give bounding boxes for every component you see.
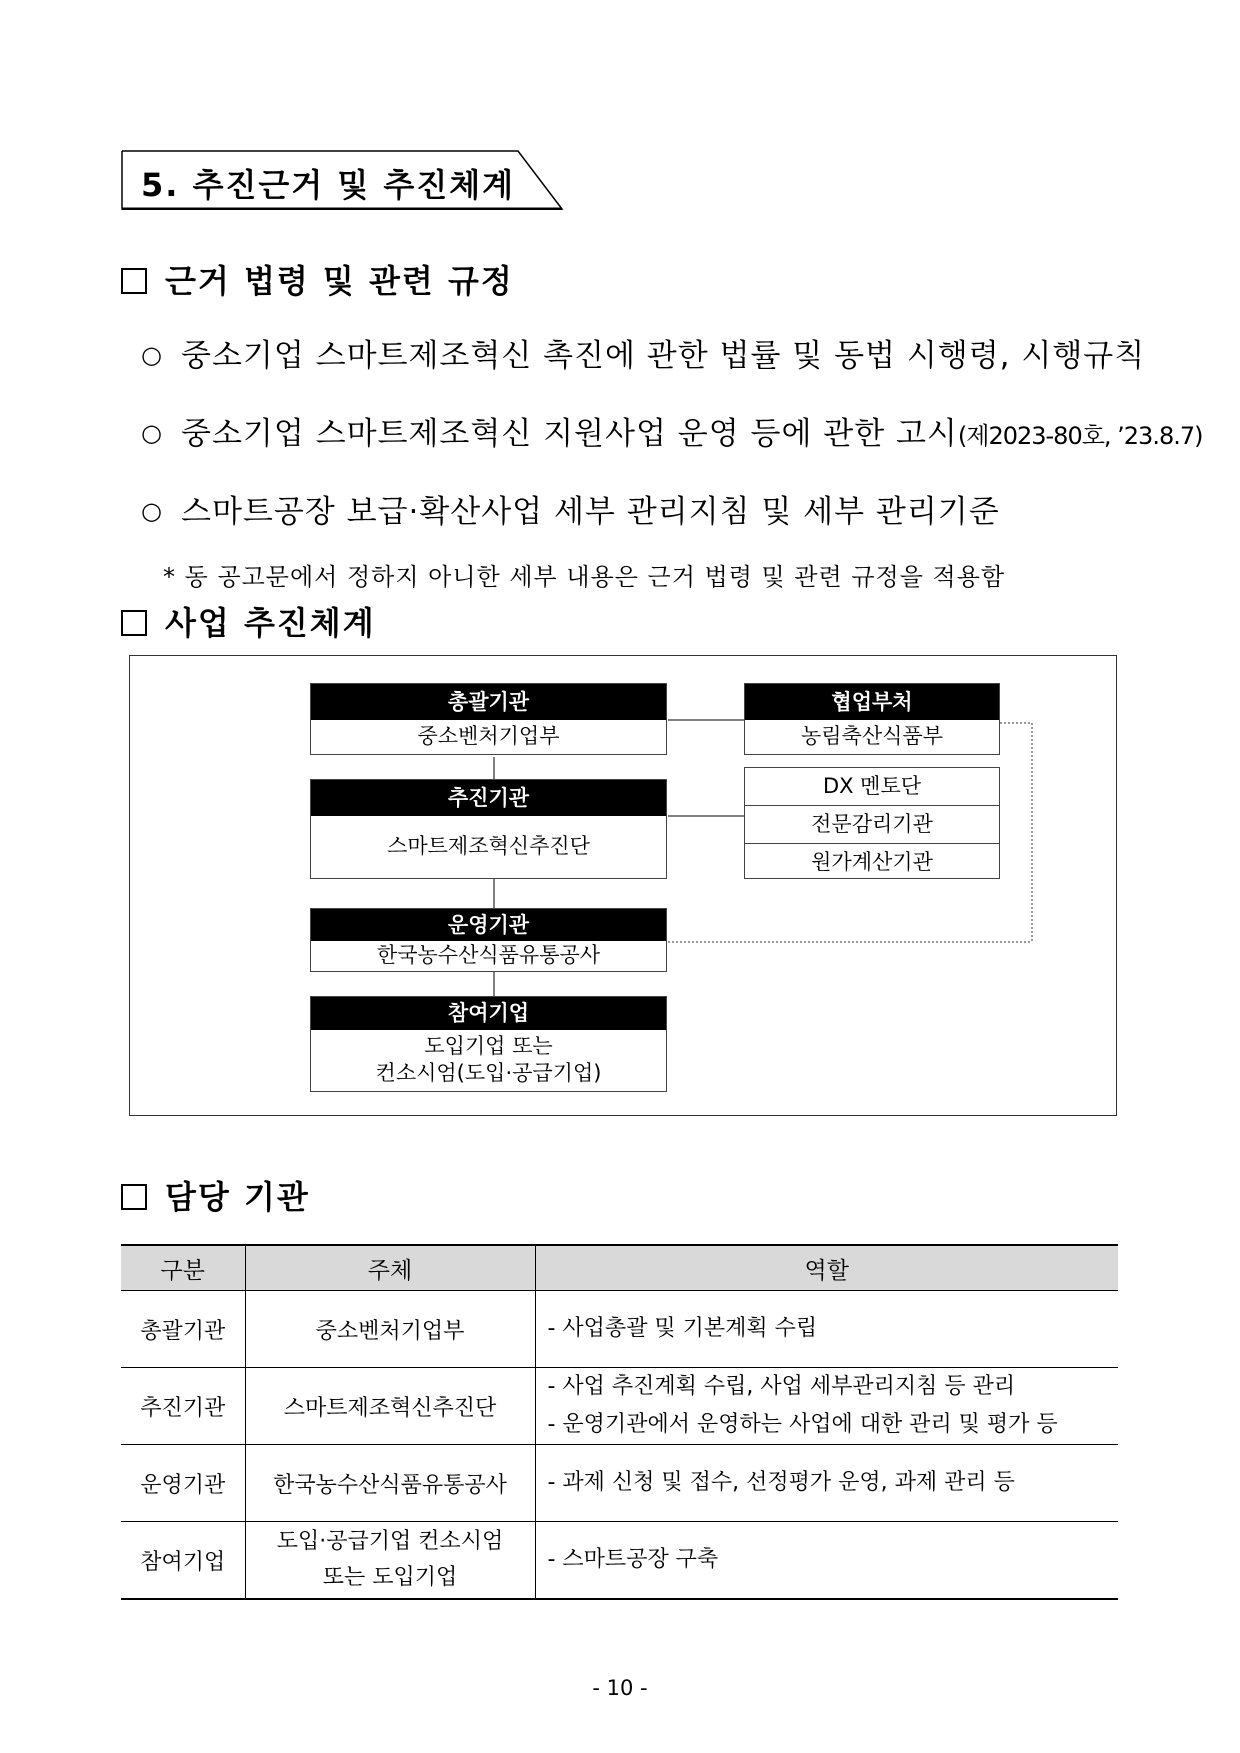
- org-box-title: 참여기업: [311, 997, 666, 1030]
- support-item: 원가계산기관: [811, 850, 933, 874]
- column-header: 주체: [245, 1245, 535, 1291]
- support-item: DX 멘토단: [745, 768, 999, 806]
- table-header-row: [121, 1245, 1118, 1291]
- column-header: 구분: [121, 1245, 245, 1291]
- cell-type: 총괄기관: [121, 1291, 245, 1368]
- cell-role: - 스마트공장 구축: [547, 1547, 719, 1572]
- circle-bullet-icon: ○: [141, 497, 163, 525]
- legal-item: [141, 408, 1203, 453]
- table-row: [121, 1522, 1118, 1600]
- legal-item: [141, 330, 1145, 375]
- org-box-title: 추진기관: [311, 780, 666, 816]
- org-box-cooperate: [744, 683, 1000, 755]
- org-box-general: [310, 683, 667, 755]
- square-bullet-icon: [121, 268, 147, 294]
- circle-bullet-icon: ○: [141, 341, 163, 369]
- system-heading: [121, 598, 376, 644]
- cell-entity: 스마트제조혁신추진단: [245, 1368, 535, 1445]
- org-box-name: 한국농수산식품유통공사: [376, 942, 601, 967]
- agencies-heading: [121, 1172, 310, 1218]
- org-box-title: 협업부처: [745, 684, 999, 720]
- circle-bullet-icon: ○: [141, 419, 163, 447]
- org-box-name: 농림축산식품부: [800, 724, 943, 749]
- cell-entity: 도입·공급기업 컨소시엄: [276, 1529, 504, 1554]
- org-box-name: 도입기업 또는: [424, 1033, 553, 1058]
- agencies-table: [121, 1244, 1118, 1600]
- column-header: 역할: [535, 1245, 1118, 1291]
- legal-item-text: 스마트공장 보급·확산사업 세부 관리지침 및 세부 관리기준: [181, 494, 1000, 530]
- org-box-title: 운영기관: [311, 909, 666, 941]
- cell-type: 운영기관: [121, 1445, 245, 1522]
- cell-type: 추진기관: [121, 1368, 245, 1445]
- legal-item-text: 중소기업 스마트제조혁신 지원사업 운영 등에 관한 고시: [181, 416, 958, 452]
- legal-heading-text: 근거 법령 및 관련 규정: [165, 262, 514, 300]
- agencies-heading-text: 담당 기관: [165, 1178, 310, 1216]
- cell-role: - 사업총괄 및 기본계획 수립: [547, 1316, 818, 1341]
- org-box-support: [744, 767, 1000, 879]
- table-row: [121, 1445, 1118, 1522]
- org-box-name: 컨소시엄(도입·공급기업): [375, 1061, 602, 1085]
- legal-item-text: 중소기업 스마트제조혁신 촉진에 관한 법률 및 동법 시행령, 시행규칙: [181, 338, 1146, 374]
- page-number: - 10 -: [592, 1676, 648, 1700]
- cell-role: - 사업 추진계획 수립, 사업 세부관리지침 등 관리: [547, 1374, 1016, 1399]
- org-box-participant: [310, 996, 667, 1092]
- section-heading: [121, 150, 564, 210]
- legal-note: * 동 공고문에서 정하지 아니한 세부 내용은 근거 법령 및 관련 규정을 적용함: [163, 563, 1006, 591]
- cell-entity: 또는 도입기업: [322, 1565, 458, 1590]
- legal-heading: [121, 256, 514, 302]
- cell-role: - 과제 신청 및 접수, 선정평가 운영, 과제 관리 등: [547, 1470, 1015, 1495]
- cell-entity: 중소벤처기업부: [245, 1291, 535, 1368]
- cell-entity: 한국농수산식품유통공사: [245, 1445, 535, 1522]
- org-box-title: 총괄기관: [311, 684, 666, 720]
- section-title: 추진근거 및 추진체계: [192, 166, 516, 204]
- table-row: [121, 1368, 1118, 1445]
- legal-item-suffix: (제2023-80호, ’23.8.7): [957, 422, 1203, 450]
- square-bullet-icon: [121, 1184, 147, 1210]
- support-item: 전문감리기관: [745, 806, 999, 844]
- org-box-operate: [310, 908, 667, 972]
- section-number: 5.: [141, 166, 180, 204]
- org-box-promote: [310, 779, 667, 879]
- square-bullet-icon: [121, 610, 147, 636]
- table-row: [121, 1291, 1118, 1368]
- org-box-name: 중소벤처기업부: [417, 724, 560, 749]
- org-box-name: 스마트제조혁신추진단: [387, 834, 590, 859]
- system-heading-text: 사업 추진체계: [165, 604, 376, 642]
- org-chart: [129, 655, 1117, 1116]
- cell-role: - 운영기관에서 운영하는 사업에 대한 관리 및 평가 등: [547, 1412, 1058, 1437]
- legal-item: [141, 486, 1000, 531]
- cell-type: 참여기업: [121, 1522, 245, 1600]
